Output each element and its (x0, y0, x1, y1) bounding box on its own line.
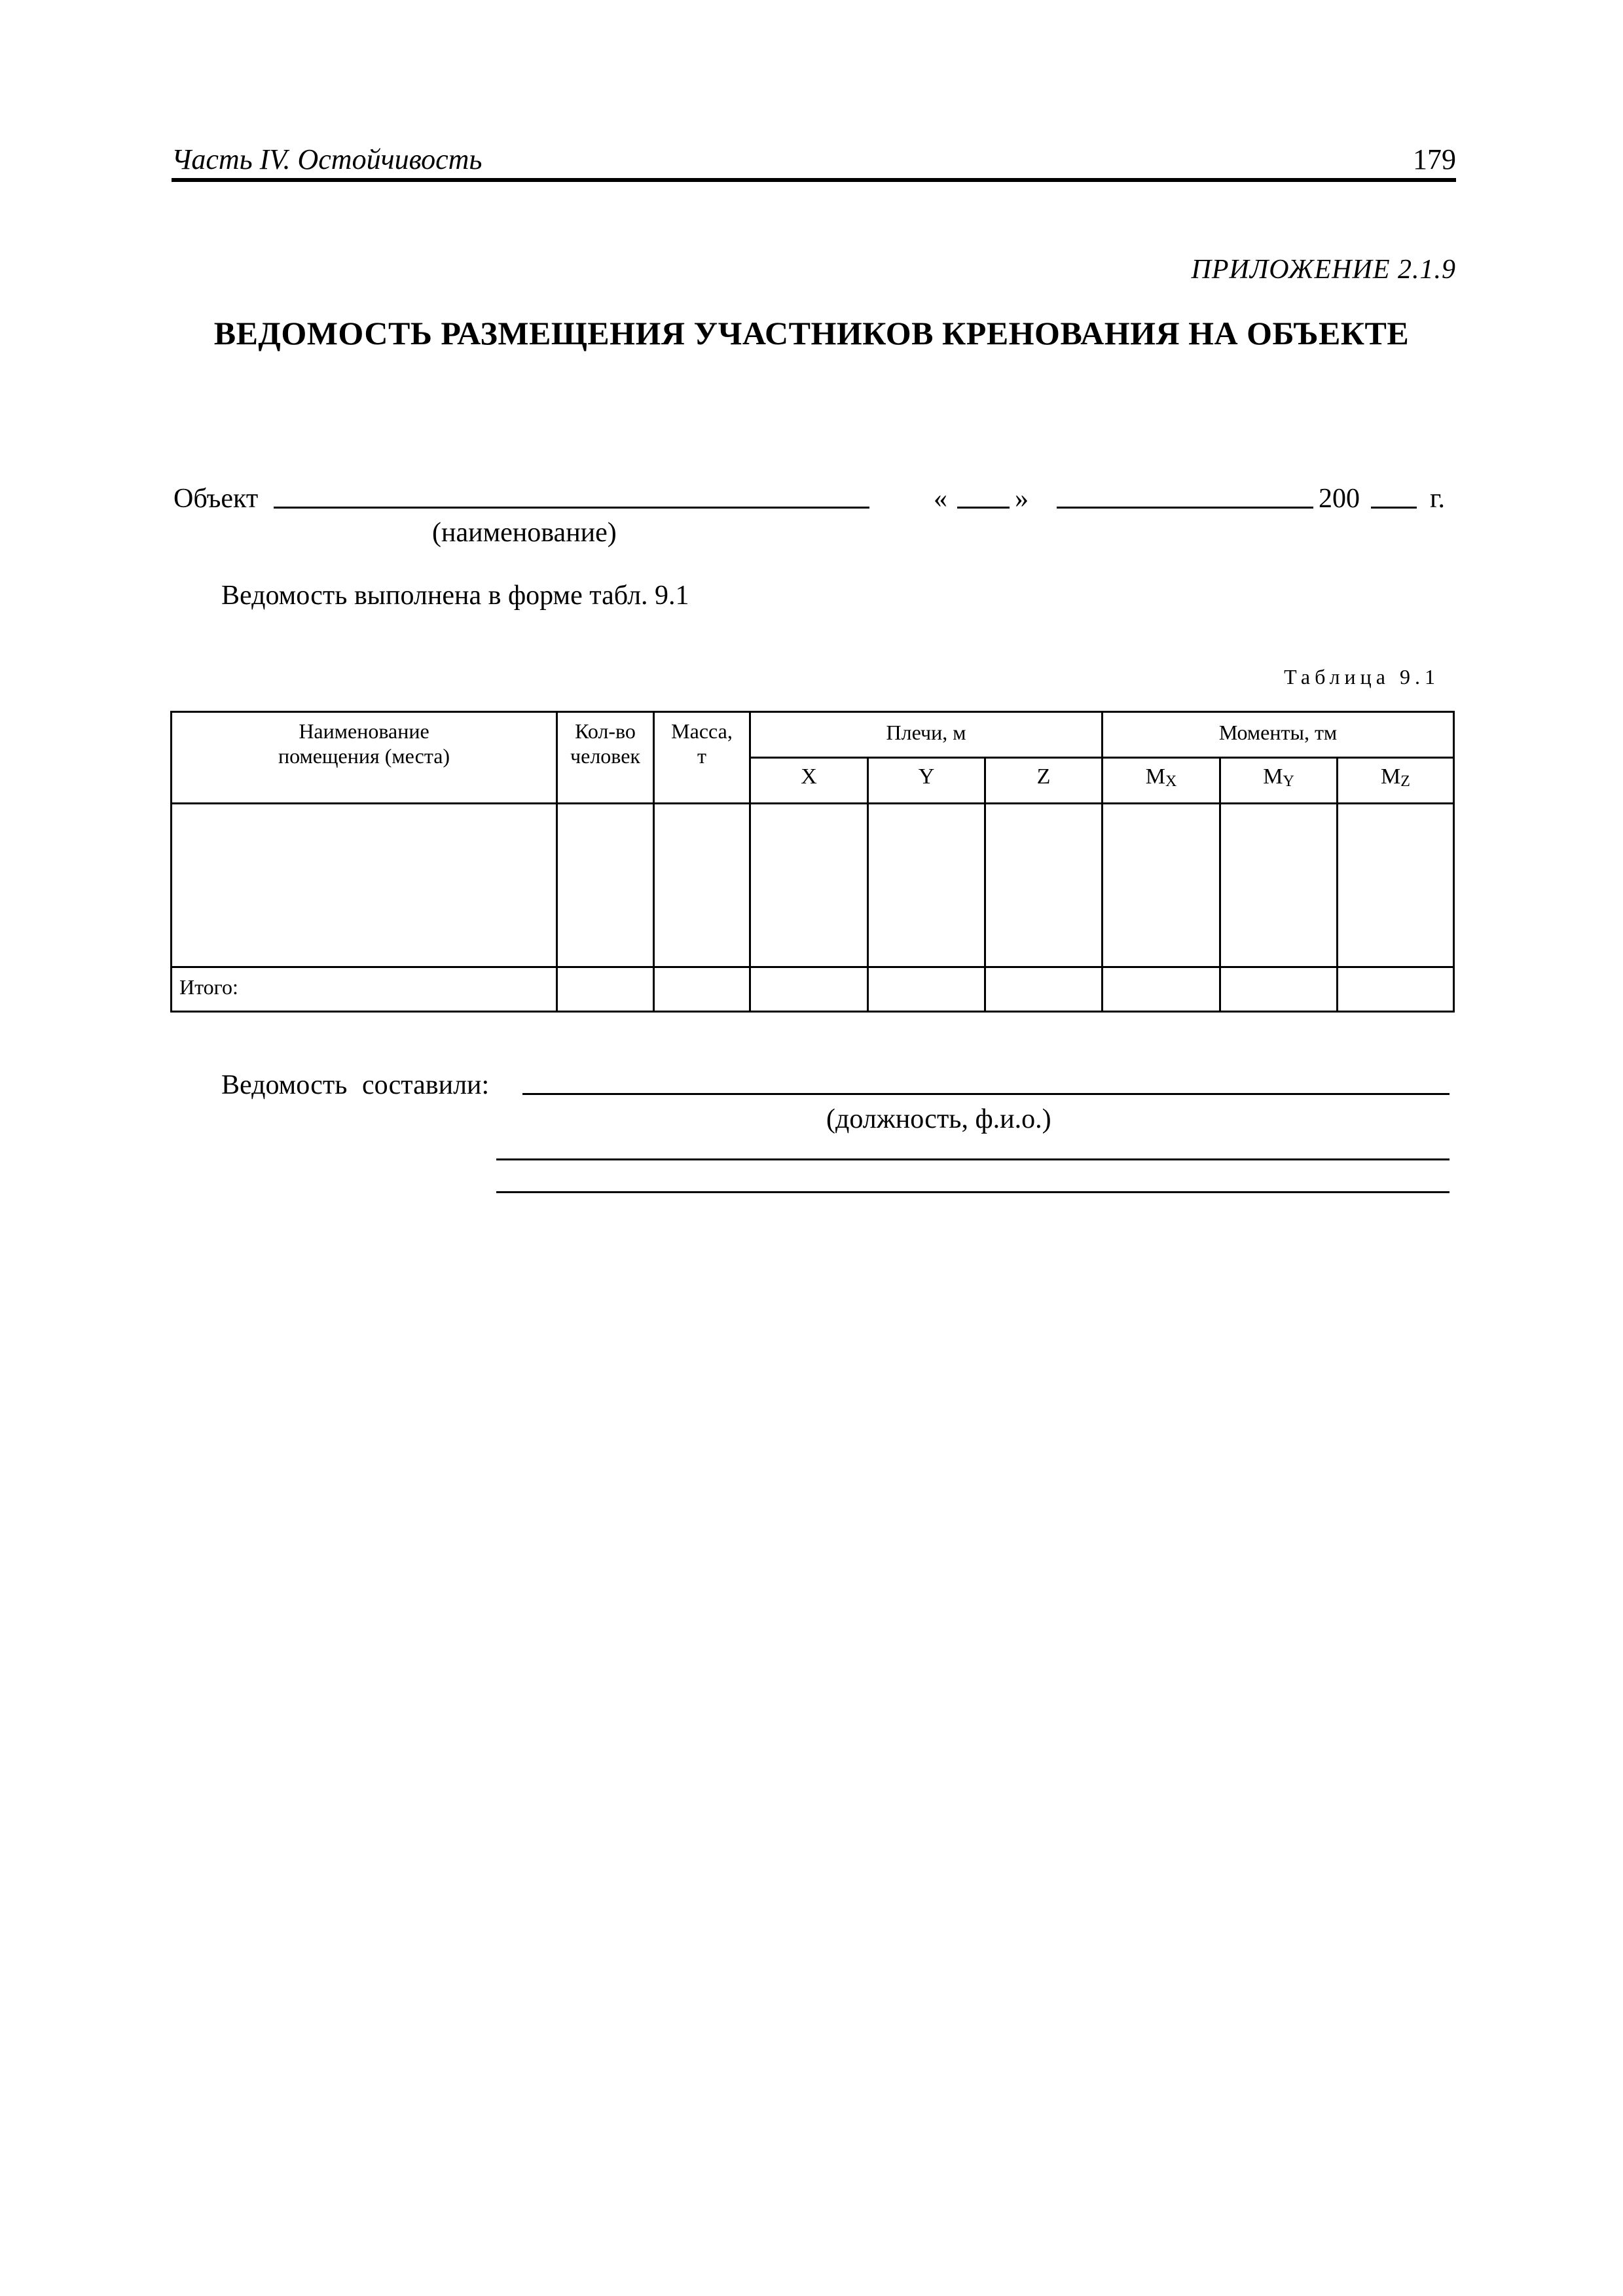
day-field[interactable] (957, 507, 1010, 509)
object-name-field[interactable] (274, 507, 869, 509)
table-body-bottom (170, 966, 1455, 968)
month-field[interactable] (1057, 507, 1313, 509)
signature-field-3[interactable] (496, 1191, 1450, 1193)
day-quote-close: » (1015, 484, 1029, 514)
day-quote-open: « (934, 484, 947, 514)
header-name: Наименование помещения (места) (278, 719, 450, 768)
total-label: Итого: (179, 975, 238, 999)
object-name-caption: (наименование) (432, 518, 617, 548)
object-label: Объект (173, 484, 259, 514)
table-col-line (1336, 757, 1338, 1013)
year-field[interactable] (1371, 507, 1417, 509)
signature-field-1[interactable] (522, 1093, 1450, 1095)
header-moment-y: MY (1263, 764, 1294, 790)
year-suffix: г. (1430, 484, 1445, 514)
table-bottom-border (170, 1011, 1455, 1013)
header-arm-x: X (801, 764, 817, 789)
signature-label: Ведомость составили: (221, 1070, 490, 1100)
running-title: Часть IV. Остойчивость (172, 143, 483, 175)
table-caption: Таблица 9.1 (1284, 665, 1440, 689)
header-moment-x: MX (1145, 764, 1177, 790)
table-col-line (1219, 757, 1221, 1013)
header-arm-z: Z (1036, 764, 1051, 789)
year-prefix: 200 (1319, 484, 1360, 514)
header-arms: Плечи, м (886, 721, 966, 744)
appendix-label: ПРИЛОЖЕНИЕ 2.1.9 (1191, 255, 1456, 285)
table-header-bottom (170, 802, 1455, 804)
table-col-line (1101, 711, 1103, 1013)
header-moment-z: MZ (1381, 764, 1410, 790)
header-count: Кол-во человек (570, 719, 640, 768)
header-arm-y: Y (918, 764, 935, 789)
page-number: 179 (1413, 143, 1456, 175)
header-rule (172, 178, 1456, 182)
header-mass: Масса, т (671, 719, 733, 768)
table-col-line (867, 757, 869, 1013)
statement-text: Ведомость выполнена в форме табл. 9.1 (221, 581, 689, 611)
table-col-line (749, 711, 751, 1013)
table-top-border (170, 711, 1455, 713)
page-title: ВЕДОМОСТЬ РАЗМЕЩЕНИЯ УЧАСТНИКОВ КРЕНОВАНИЯ НА ОБЪЕКТЕ (213, 315, 1410, 351)
signature-caption: (должность, ф.и.о.) (826, 1104, 1051, 1134)
signature-field-2[interactable] (496, 1158, 1450, 1160)
table-col-line (984, 757, 986, 1013)
table-right-border (1453, 711, 1455, 1013)
header-moments: Моменты, тм (1218, 721, 1338, 744)
